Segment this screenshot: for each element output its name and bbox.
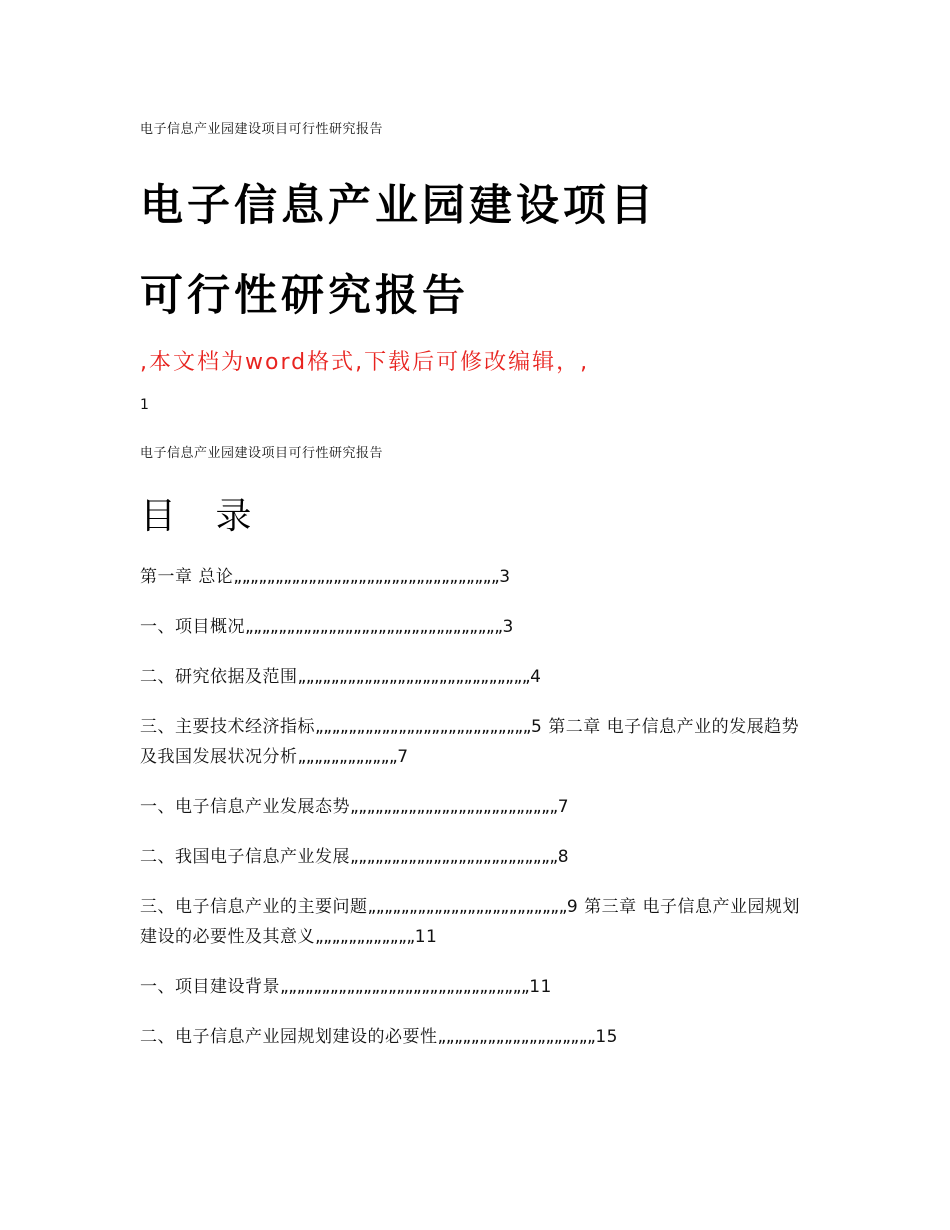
toc-entry-title: 二、我国电子信息产业发展 (140, 847, 350, 867)
toc-entry[interactable] (140, 792, 810, 822)
toc-leader-dots: „„„„„„„„„„„„„„„„„„„„„„„„„„„„„„ (280, 977, 530, 997)
toc-page-number: 7 (397, 747, 409, 767)
toc-chapter-title: 第三章 电子信息产业园规划建设的必要性及其意义 (140, 897, 801, 947)
toc-leader-dots: „„„„„„„„„„„„„„„„„„„ (437, 1027, 596, 1047)
toc-entry-title: 一、电子信息产业发展态势 (140, 797, 350, 817)
toc-entry[interactable] (140, 892, 810, 952)
toc-page-number: 3 (499, 567, 511, 587)
document-title-line-2: 可行性研究报告 (140, 271, 469, 321)
toc-chapter-title: 第二章 电子信息产业的发展趋势及我国发展状况分析 (140, 717, 800, 767)
toc-entry-title: 三、主要技术经济指标 (140, 717, 315, 737)
toc-entry-title: 一、项目建设背景 (140, 977, 280, 997)
toc-entry[interactable] (140, 712, 810, 772)
toc-entry[interactable] (140, 1022, 810, 1052)
toc-leader-dots: „„„„„„„„„„„„„„„„„„„„„„„„ (367, 897, 567, 917)
format-notice: ,本文档为word格式,下载后可修改编辑，, (140, 350, 590, 375)
toc-entry-title: 第一章 总论 (140, 567, 234, 587)
toc-heading: 目 录 (140, 496, 266, 537)
toc-page-number: 11 (414, 927, 438, 947)
toc-entry-title: 二、研究依据及范围 (140, 667, 298, 687)
toc-leader-dots: „„„„„„„„„„„„„„„„„„„„„„„„„„„„„„„ (245, 617, 503, 637)
toc-entry[interactable] (140, 612, 810, 642)
toc-leader-dots: „„„„„„„„„„„„„„„„„„„„„„„„„„ (315, 717, 531, 737)
toc-leader-dots: „„„„„„„„„„„„„„„„„„„„„„„„„ (350, 847, 558, 867)
toc-entry-title: 一、项目概况 (140, 617, 245, 637)
toc-page-number: 4 (530, 667, 542, 687)
toc-leader-dots: „„„„„„„„„„„„„„„„„„„„„„„„„„„„ (297, 667, 531, 687)
toc-page-number: 11 (529, 977, 552, 997)
running-header: 电子信息产业园建设项目可行性研究报告 (140, 122, 384, 137)
toc-entry[interactable] (140, 562, 810, 592)
page-number: 1 (140, 397, 149, 413)
toc-leader-dots: „„„„„„„„„„„„„„„„„„„„„„„„„ (350, 797, 558, 817)
toc-page-number: 7 (557, 797, 570, 817)
table-of-contents (140, 562, 810, 1072)
toc-entry[interactable] (140, 842, 810, 872)
toc-page-number: 5 (531, 717, 543, 737)
toc-page-number: 9 (566, 897, 579, 917)
toc-page-number: 15 (595, 1027, 618, 1047)
running-header-page-2: 电子信息产业园建设项目可行性研究报告 (140, 446, 384, 461)
toc-entry[interactable] (140, 662, 810, 692)
toc-entry-title: 二、电子信息产业园规划建设的必要性 (140, 1027, 438, 1047)
document-title-line-1: 电子信息产业园建设项目 (140, 181, 657, 231)
toc-leader-dots: „„„„„„„„„„„„„„„„„„„„„„„„„„„„„„„„ (233, 567, 500, 587)
toc-page-number: 8 (557, 847, 570, 867)
toc-entry[interactable] (140, 972, 810, 1002)
toc-leader-dots: „„„„„„„„„„„„ (297, 747, 398, 767)
toc-entry-title: 三、电子信息产业的主要问题 (140, 897, 368, 917)
toc-page-number: 3 (502, 617, 514, 637)
toc-leader-dots: „„„„„„„„„„„„ (315, 927, 415, 947)
